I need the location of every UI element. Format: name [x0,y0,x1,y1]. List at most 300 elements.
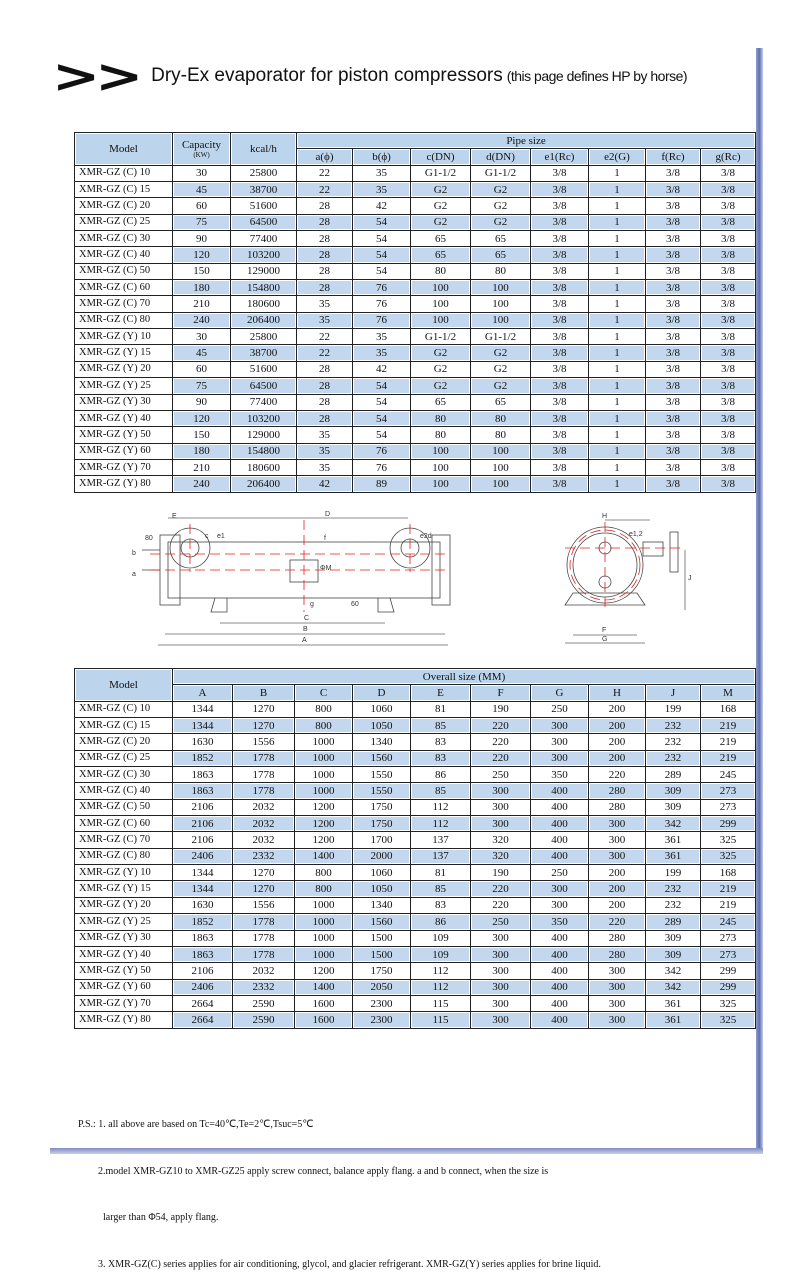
header-model: Model [75,133,173,166]
cell-value: 1000 [295,750,353,766]
drawing-label: e1 [217,533,225,540]
cell-value: 112 [411,963,471,979]
cell-value: 85 [411,881,471,897]
cell-value: G2 [411,361,471,377]
cell-model: XMR-GZ (C) 60 [75,816,173,832]
cell-value: 3/8 [701,231,756,247]
cell-value: 168 [701,701,756,717]
cell-value: 280 [589,799,646,815]
cell-model: XMR-GZ (C) 50 [75,263,173,279]
table-row [75,881,756,897]
table-row [75,247,756,263]
cell-value: 45 [173,182,231,198]
cell-value: 200 [589,718,646,734]
cell-value: 64500 [231,378,297,394]
cell-value: 28 [297,378,353,394]
cell-value: 65 [471,231,531,247]
cell-value: 28 [297,247,353,263]
cell-value: 219 [701,734,756,750]
cell-value: 219 [701,897,756,913]
cell-value: 35 [297,459,353,475]
cell-value: 3/8 [531,443,589,459]
drawing-label: b [132,550,136,557]
table-row [75,701,756,717]
cell-model: XMR-GZ (Y) 15 [75,881,173,897]
cell-value: 2300 [353,995,411,1011]
cell-value: 220 [471,718,531,734]
column-header: C [295,685,353,701]
cell-value: 1560 [353,914,411,930]
cell-value: 400 [531,832,589,848]
cell-value: 1 [589,198,646,214]
cell-value: 1852 [173,750,233,766]
cell-value: 400 [531,799,589,815]
cell-value: 1060 [353,701,411,717]
cell-value: G2 [411,214,471,230]
pipe-size-table [74,132,756,493]
cell-value: 80 [471,427,531,443]
cell-value: 1000 [295,783,353,799]
cell-value: 1344 [173,718,233,734]
cell-model: XMR-GZ (C) 40 [75,783,173,799]
cell-value: 83 [411,750,471,766]
cell-value: 3/8 [531,214,589,230]
double-chevron-icon: >> [52,49,139,103]
column-header: B [233,685,295,701]
cell-value: 3/8 [531,459,589,475]
cell-value: 1778 [233,750,295,766]
table-row [75,263,756,279]
cell-value: 1778 [233,914,295,930]
cell-value: 200 [589,865,646,881]
cell-value: 220 [471,750,531,766]
cell-value: 1852 [173,914,233,930]
cell-value: 1340 [353,897,411,913]
cell-model: XMR-GZ (Y) 25 [75,378,173,394]
cell-value: 342 [646,979,701,995]
cell-value: 3/8 [646,476,701,492]
cell-value: 200 [589,734,646,750]
cell-model: XMR-GZ (C) 25 [75,214,173,230]
cell-value: 3/8 [701,410,756,426]
cell-value: 3/8 [531,296,589,312]
cell-value: 80 [411,410,471,426]
cell-value: 35 [353,182,411,198]
cell-value: 300 [471,946,531,962]
cell-value: 3/8 [701,214,756,230]
cell-value: 1556 [233,734,295,750]
table-row [75,345,756,361]
cell-value: 1000 [295,930,353,946]
drawing-label: C [304,615,310,622]
cell-value: 190 [471,701,531,717]
cell-value: 22 [297,182,353,198]
cell-value: 1778 [233,767,295,783]
cell-value: 1400 [295,979,353,995]
cell-value: 3/8 [646,443,701,459]
cell-value: 35 [297,443,353,459]
cell-value: 137 [411,848,471,864]
cell-value: 1 [589,378,646,394]
cell-value: 300 [589,979,646,995]
cell-value: 81 [411,701,471,717]
cell-value: 2050 [353,979,411,995]
cell-value: 3/8 [646,231,701,247]
cell-value: 325 [701,848,756,864]
cell-value: G2 [471,182,531,198]
cell-value: 273 [701,783,756,799]
cell-value: 100 [411,459,471,475]
cell-value: 150 [173,263,231,279]
note-2: 2.model XMR-GZ10 to XMR-GZ25 apply screw connect, balance apply flang. a and b connect, when the size is [78,1165,549,1177]
cell-value: 1 [589,280,646,296]
cell-value: 1270 [233,701,295,717]
cell-value: 1556 [233,897,295,913]
cell-value: 65 [411,394,471,410]
cell-value: 1 [589,182,646,198]
cell-model: XMR-GZ (Y) 80 [75,1012,173,1028]
cell-value: 1500 [353,930,411,946]
drawing-label: f [324,535,326,542]
cell-value: 280 [589,930,646,946]
cell-value: 3/8 [646,394,701,410]
cell-value: 28 [297,410,353,426]
cell-value: 100 [471,296,531,312]
cell-value: 180 [173,280,231,296]
column-header: e2(G) [589,149,646,165]
cell-value: 22 [297,165,353,181]
cell-value: 1 [589,345,646,361]
column-header: b(ϕ) [353,149,411,165]
drawing-label: J [688,575,692,582]
evaporator-drawing [120,510,720,650]
cell-value: 250 [471,767,531,783]
cell-value: 100 [411,296,471,312]
table-row [75,476,756,492]
cell-value: 54 [353,394,411,410]
cell-value: 1750 [353,963,411,979]
cell-value: 2332 [233,979,295,995]
cell-value: 3/8 [701,296,756,312]
cell-value: 1550 [353,783,411,799]
cell-value: 1863 [173,783,233,799]
cell-value: 109 [411,946,471,962]
cell-value: 320 [471,848,531,864]
cell-value: 1778 [233,783,295,799]
cell-value: 112 [411,816,471,832]
cell-value: 54 [353,247,411,263]
cell-value: 3/8 [701,394,756,410]
cell-value: 1863 [173,767,233,783]
drawing-label: e1,2 [629,531,643,538]
cell-value: 3/8 [531,361,589,377]
cell-value: 38700 [231,345,297,361]
cell-value: 1344 [173,701,233,717]
cell-value: 2032 [233,832,295,848]
cell-value: 232 [646,734,701,750]
cell-value: 2406 [173,848,233,864]
cell-value: 199 [646,865,701,881]
cell-value: 1340 [353,734,411,750]
cell-value: 100 [471,443,531,459]
cell-value: 190 [471,865,531,881]
cell-value: 1 [589,214,646,230]
drawing-label: A [302,637,307,644]
cell-value: 3/8 [531,427,589,443]
cell-value: 28 [297,263,353,279]
cell-value: G2 [471,198,531,214]
drawing-label: g [310,601,314,608]
cell-model: XMR-GZ (Y) 15 [75,345,173,361]
table-row [75,816,756,832]
header-model: Model [75,669,173,702]
drawing-label: a [132,571,136,578]
cell-value: 1200 [295,816,353,832]
cell-value: 3/8 [531,329,589,345]
cell-value: G2 [411,345,471,361]
cell-value: 300 [471,799,531,815]
cell-value: 289 [646,914,701,930]
cell-value: 3/8 [646,410,701,426]
cell-value: 300 [531,718,589,734]
cell-value: G1-1/2 [471,329,531,345]
table-row [75,865,756,881]
cell-model: XMR-GZ (Y) 30 [75,394,173,410]
cell-value: 42 [297,476,353,492]
table-row [75,963,756,979]
cell-value: 100 [471,459,531,475]
cell-value: 3/8 [531,378,589,394]
cell-value: 200 [589,897,646,913]
cell-value: 3/8 [531,198,589,214]
cell-model: XMR-GZ (C) 10 [75,165,173,181]
cell-value: 3/8 [646,378,701,394]
table-row [75,995,756,1011]
cell-value: 76 [353,280,411,296]
cell-value: 1050 [353,881,411,897]
cell-value: 76 [353,443,411,459]
cell-value: 200 [589,701,646,717]
table-row [75,165,756,181]
cell-value: 245 [701,767,756,783]
cell-value: 1863 [173,946,233,962]
cell-value: 28 [297,214,353,230]
cell-value: 1000 [295,897,353,913]
cell-value: 85 [411,783,471,799]
drawing-label: 80 [145,535,153,542]
cell-value: 90 [173,394,231,410]
drawing-label: F [602,627,607,634]
cell-value: 280 [589,946,646,962]
cell-value: 300 [531,750,589,766]
cell-value: 1200 [295,832,353,848]
cell-value: 1270 [233,865,295,881]
cell-value: 30 [173,329,231,345]
cell-value: 45 [173,345,231,361]
cell-value: 1 [589,247,646,263]
cell-value: 220 [471,897,531,913]
cell-value: 28 [297,394,353,410]
table-row [75,361,756,377]
cell-value: 1 [589,231,646,247]
cell-value: 325 [701,995,756,1011]
cell-value: 76 [353,296,411,312]
cell-value: 3/8 [646,214,701,230]
cell-value: 400 [531,930,589,946]
cell-model: XMR-GZ (Y) 25 [75,914,173,930]
column-header: a(ϕ) [297,149,353,165]
cell-value: 3/8 [701,378,756,394]
cell-value: 300 [589,848,646,864]
cell-value: 3/8 [646,427,701,443]
cell-value: 342 [646,816,701,832]
cell-model: XMR-GZ (Y) 70 [75,459,173,475]
cell-value: 3/8 [531,280,589,296]
cell-value: 200 [589,881,646,897]
cell-value: 22 [297,329,353,345]
cell-value: 1 [589,443,646,459]
cell-value: 54 [353,263,411,279]
cell-value: 1 [589,165,646,181]
page-title [52,49,688,103]
cell-value: 1 [589,427,646,443]
cell-value: 1 [589,459,646,475]
cell-value: 35 [297,296,353,312]
cell-value: 250 [531,701,589,717]
cell-value: 154800 [231,443,297,459]
cell-value: 1 [589,476,646,492]
cell-value: 219 [701,718,756,734]
note-1: P.S.: 1. all above are based on Tc=40℃,Te=2℃,Tsuc=5℃ [78,1119,314,1130]
cell-value: 2032 [233,799,295,815]
cell-value: 245 [701,914,756,930]
cell-value: 400 [531,979,589,995]
cell-value: 180 [173,443,231,459]
cell-value: 300 [471,979,531,995]
cell-value: 400 [531,816,589,832]
cell-value: 3/8 [646,296,701,312]
cell-model: XMR-GZ (Y) 20 [75,897,173,913]
cell-value: 3/8 [646,182,701,198]
cell-value: 250 [471,914,531,930]
cell-value: 54 [353,231,411,247]
cell-value: 1270 [233,881,295,897]
cell-value: 309 [646,930,701,946]
table-row [75,750,756,766]
cell-value: G2 [411,198,471,214]
cell-value: G2 [471,361,531,377]
cell-model: XMR-GZ (C) 30 [75,767,173,783]
cell-value: 3/8 [701,459,756,475]
header-pipe-size: Pipe size [297,133,756,149]
table-row [75,930,756,946]
table-row [75,410,756,426]
cell-value: 1000 [295,946,353,962]
cell-value: 168 [701,865,756,881]
cell-value: 85 [411,718,471,734]
page-frame-right [756,48,763,1152]
cell-value: 1500 [353,946,411,962]
table-row [75,280,756,296]
cell-value: G1-1/2 [471,165,531,181]
cell-value: 2000 [353,848,411,864]
cell-value: 38700 [231,182,297,198]
cell-model: XMR-GZ (Y) 30 [75,930,173,946]
cell-value: 3/8 [701,427,756,443]
cell-value: 1600 [295,995,353,1011]
cell-value: 112 [411,799,471,815]
cell-value: 65 [471,394,531,410]
column-header: d(DN) [471,149,531,165]
cell-value: 112 [411,979,471,995]
cell-value: 35 [353,345,411,361]
cell-value: 2590 [233,1012,295,1028]
cell-value: 300 [589,963,646,979]
cell-value: 400 [531,995,589,1011]
cell-value: 219 [701,881,756,897]
cell-value: 89 [353,476,411,492]
cell-value: 28 [297,198,353,214]
drawing-label: 60 [351,601,359,608]
table-row [75,427,756,443]
cell-model: XMR-GZ (C) 40 [75,247,173,263]
table-row [75,231,756,247]
cell-value: 2106 [173,816,233,832]
column-header: H [589,685,646,701]
cell-model: XMR-GZ (C) 80 [75,848,173,864]
table-row [75,443,756,459]
cell-value: 289 [646,767,701,783]
cell-model: XMR-GZ (C) 70 [75,832,173,848]
cell-value: G1-1/2 [411,329,471,345]
cell-value: 100 [411,476,471,492]
column-header: M [701,685,756,701]
cell-value: 115 [411,1012,471,1028]
cell-value: 2300 [353,1012,411,1028]
cell-value: 180600 [231,296,297,312]
cell-value: 309 [646,799,701,815]
table-row [75,312,756,328]
cell-value: 3/8 [646,345,701,361]
cell-value: 300 [589,995,646,1011]
table-row [75,767,756,783]
cell-value: 350 [531,914,589,930]
cell-value: 1700 [353,832,411,848]
cell-value: 273 [701,799,756,815]
cell-value: 1550 [353,767,411,783]
cell-value: 3/8 [531,410,589,426]
column-header: G [531,685,589,701]
cell-model: XMR-GZ (Y) 50 [75,963,173,979]
cell-value: 200 [589,750,646,766]
overall-size-table [74,668,756,1029]
cell-value: 1778 [233,946,295,962]
cell-value: 3/8 [531,476,589,492]
table-row [75,1012,756,1028]
cell-value: 25800 [231,329,297,345]
cell-value: 100 [471,280,531,296]
cell-value: 300 [471,963,531,979]
cell-model: XMR-GZ (C) 15 [75,718,173,734]
cell-value: 35 [297,427,353,443]
cell-value: 35 [297,312,353,328]
cell-value: 86 [411,914,471,930]
cell-value: 361 [646,995,701,1011]
cell-value: 3/8 [701,443,756,459]
cell-value: 180600 [231,459,297,475]
title-text: Dry-Ex evaporator for piston compressors [151,65,503,86]
cell-value: 220 [471,734,531,750]
